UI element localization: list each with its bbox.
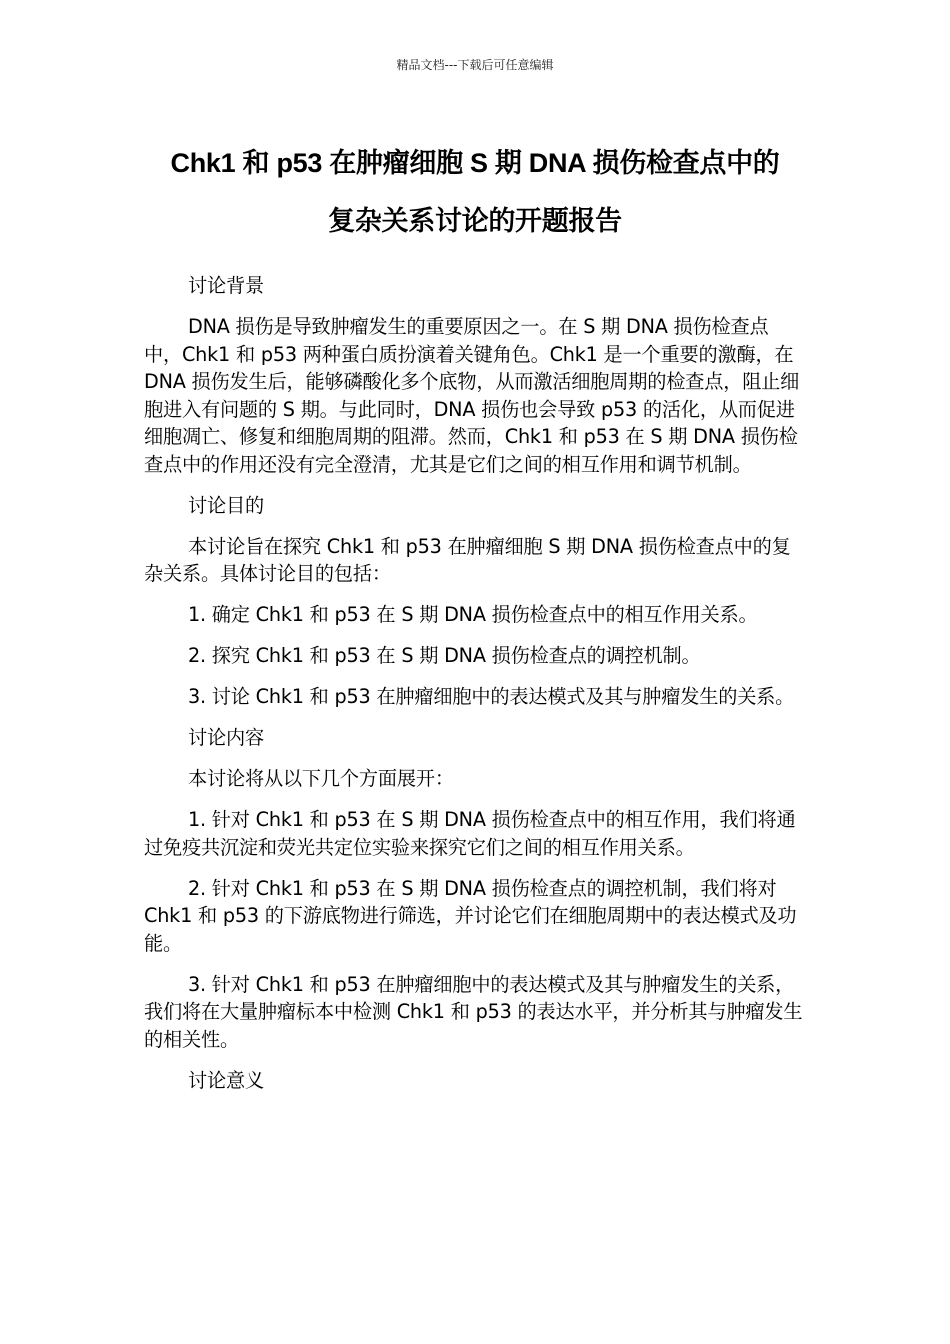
document-body [144, 272, 804, 1108]
document-title [100, 134, 850, 250]
content-item-1: 1. 针对 Chk1 和 p53 在 S 期 DNA 损伤检查点中的相互作用，我们将通过免疫共沉淀和荧光共定位实验来探究它们之间的相互作用关系。 [144, 808, 796, 859]
purpose-item-1: 1. 确定 Chk1 和 p53 在 S 期 DNA 损伤检查点中的相互作用关系。 [188, 603, 758, 626]
content-item-2: 2. 针对 Chk1 和 p53 在 S 期 DNA 损伤检查点的调控机制，我们将对 Chk1 和 p53 的下游底物进行筛选，并讨论它们在细胞周期中的表达模式及功能。 [144, 876, 797, 955]
paragraph-background: DNA 损伤是导致肿瘤发生的重要原因之一。在 S 期 DNA 损伤检查点中，Chk1 和 p53 两种蛋白质扮演着关键角色。Chk1 是一个重要的激酶，在 DNA 损伤发生后，能够磷酸化多个底物，从而激活细胞周期的检查点，阻止细胞进入有问题的 S 期。与此同时，DNA 损伤也会导致 p53 的活化，从而促进细胞凋亡、修复和细胞周期的阻滞。然而，Chk1 和 p53 在 S 期 DNA 损伤检查点中的作用还没有完全澄清，尤其是它们之间的相互作用和调节机制。 [144, 315, 800, 476]
content-item-3: 3. 针对 Chk1 和 p53 在肿瘤细胞中的表达模式及其与肿瘤发生的关系，我们将在大量肿瘤标本中检测 Chk1 和 p53 的表达水平，并分析其与肿瘤发生的相关性。 [144, 972, 803, 1051]
heading-significance: 讨论意义 [188, 1068, 264, 1092]
paragraph-content-intro: 本讨论将从以下几个方面展开： [188, 767, 454, 790]
title-line-1: Chk1 和 p53 在肿瘤细胞 S 期 DNA 损伤检查点中的 [170, 148, 780, 178]
title-line-2: 复杂关系讨论的开题报告 [328, 206, 622, 236]
purpose-item-3: 3. 讨论 Chk1 和 p53 在肿瘤细胞中的表达模式及其与肿瘤发生的关系。 [188, 685, 795, 708]
heading-content: 讨论内容 [188, 726, 264, 749]
heading-background: 讨论背景 [188, 274, 264, 297]
purpose-item-2: 2. 探究 Chk1 和 p53 在 S 期 DNA 损伤检查点的调控机制。 [188, 644, 701, 667]
heading-purpose: 讨论目的 [188, 493, 264, 517]
paragraph-purpose-intro: 本讨论旨在探究 Chk1 和 p53 在肿瘤细胞 S 期 DNA 损伤检查点中的复杂关系。具体讨论目的包括： [144, 534, 791, 585]
header-note: 精品文档---下载后可任意编辑 [396, 58, 554, 72]
